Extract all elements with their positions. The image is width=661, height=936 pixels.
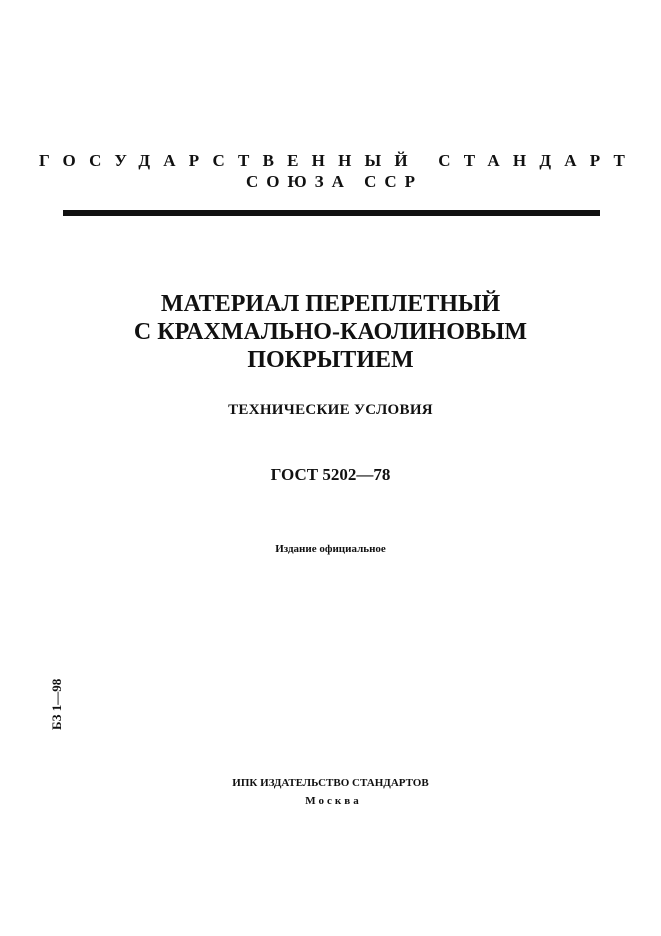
header-line-1: ГОСУДАРСТВЕННЫЙ СТАНДАРТ (38, 151, 639, 170)
document-subtitle: ТЕХНИЧЕСКИЕ УСЛОВИЯ (228, 402, 433, 418)
side-code: БЗ 1—98 (49, 678, 64, 730)
title-line-1: МАТЕРИАЛ ПЕРЕПЛЕТНЫЙ (160, 291, 501, 317)
standard-number: ГОСТ 5202—78 (270, 465, 391, 484)
horizontal-rule (63, 210, 600, 216)
title-line-3: ПОКРЫТИЕМ (247, 347, 414, 373)
document-title (0, 290, 661, 374)
header-line-2: СОЮЗА ССР (245, 172, 424, 191)
edition-note: Издание официальное (275, 543, 386, 555)
publisher-city: Москва (305, 795, 362, 807)
title-line-2: С КРАХМАЛЬНО-КАОЛИНОВЫМ (133, 319, 528, 345)
publisher-name: ИПК ИЗДАТЕЛЬСТВО СТАНДАРТОВ (232, 777, 429, 789)
